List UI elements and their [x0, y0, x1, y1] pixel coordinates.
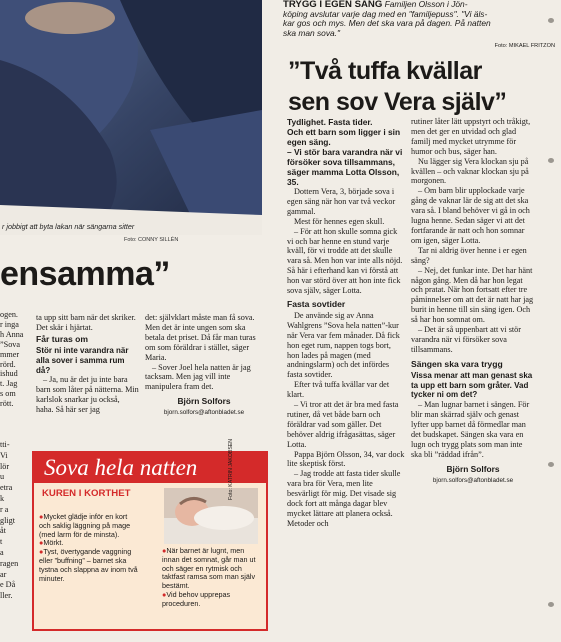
baby-photo: [164, 488, 258, 544]
factbox-item-text: Tyst, övertygande vaggning eller ”buffning” – barnet ska tystna och slappna av inom två minuter.: [39, 547, 138, 583]
far-left-line: ragen: [0, 558, 19, 568]
top-photo-caption: r jobbigt att byta lakan när sängarna sitter: [2, 222, 135, 231]
factbox-title: Sova hela natten: [34, 453, 266, 483]
far-left-line: etra: [0, 483, 13, 493]
factbox-item-text: Mycket glädje inför en kort och saklig läggning på mage (med larm för de minsta).: [39, 512, 131, 539]
col4-paragraph: – Man lugnar barnet i sängen. För blir man skärrad själv och genast lyfter upp barnet då förmedlar man det budskapet. Sängen ska vara en lugn och trygg plats som man inte ska bli ”räddad ifrån”.: [411, 400, 530, 459]
col3-paragraph: Mest för hennes egen skull.: [294, 216, 385, 226]
binder-hole: [548, 158, 554, 163]
col3-lead: [287, 117, 405, 187]
column-3: [287, 117, 405, 529]
factbox-item-text: Mörkt.: [43, 538, 64, 548]
column-1: [36, 313, 139, 415]
far-left-line: gligt: [0, 515, 16, 525]
far-left-line: r inga: [0, 319, 19, 329]
far-left-line: ishud: [0, 369, 18, 379]
binder-hole: [548, 602, 554, 607]
binder-hole: [548, 18, 554, 23]
col3-paragraph: Efter två tuffa kvällar var det klart.: [287, 380, 390, 400]
factbox-item: [162, 547, 262, 591]
factbox-item-text: När barnet är lugnt, men innan det somnat, går man ut och säger en rytmisk och taktfast ramsa som man själv bestämt.: [162, 546, 256, 591]
far-left-line: t: [0, 537, 3, 547]
column-4: [411, 117, 535, 486]
headline-line-1: ”Två tuffa kvällar: [288, 57, 482, 85]
col4-subheading: Sängen ska vara trygg: [411, 358, 503, 369]
factbox-item: [39, 513, 139, 539]
bullet-icon: ●: [162, 589, 167, 599]
col2-byline: Björn Solfors: [177, 396, 231, 407]
factbox-left-list: [39, 513, 139, 583]
col4-paragraph: rutiner låter lätt uppstyrt och tråkigt, men det ger en utvidad och glad familj med mycket utrymme för humor och bus, säger han.: [411, 117, 531, 156]
factbox-photo-credit: Foto: KATRIN JAKOBSEN: [228, 438, 234, 500]
bullet-icon: ●: [39, 512, 44, 521]
binder-hole: [548, 462, 554, 467]
far-left-line: ”Sova: [0, 339, 21, 349]
col3-lead-line: – Vi stör bara varandra när vi försöker sova tillsammans, säger mamma Lotta Olsson, 35.: [287, 147, 403, 187]
col3-subheading: Fasta sovtider: [287, 298, 346, 309]
far-left-column-bottom: [0, 440, 28, 602]
intro-line-1: Familjen Olsson i Jön-: [384, 0, 468, 9]
headline: [288, 56, 558, 118]
col4-email[interactable]: bjorn.solfors@aftonbladet.se: [432, 476, 514, 484]
col3-lead-line: Och ett barn som ligger i sin egen säng.: [287, 127, 401, 147]
col4-paragraph: Tar ni aldrig över henne i er egen säng?: [411, 245, 527, 265]
col4-paragraph: – Det är så uppenbart att vi stör varandra när vi försöker sova tillsammans.: [411, 325, 521, 354]
far-left-line: s om: [0, 389, 16, 399]
intro-line-2: köping avslutar varje dag med en "familjepuss". "Vi äls-: [283, 8, 488, 19]
col3-paragraph: De använde sig av Anna Wahlgrens ”Sova hela natten”-kur när Vera var fem månader. Då fick hon eget rum, nappen togs bort, hon lades på magen (med andningslarm) och det infördes fasta sovtider.: [287, 310, 400, 380]
far-left-line: k: [0, 493, 5, 503]
col1-paragraph: ta upp sitt barn när det skriker. Det skär i hjärtat.: [36, 313, 136, 332]
factbox-right-list: [162, 547, 262, 609]
factbox-item-text: Vid behov upprepas proceduren.: [162, 589, 231, 608]
intro-heading: TRYGG I EGEN SÄNG: [283, 0, 383, 10]
far-left-line: lör: [0, 461, 10, 471]
far-left-line: ar: [0, 569, 7, 579]
far-left-line: åt: [0, 526, 6, 536]
headline-line-2: sen sov Vera själv”: [288, 88, 507, 116]
far-left-line: ller.: [0, 591, 13, 601]
far-left-line: r a: [0, 504, 9, 514]
col3-paragraph: Pappa Björn Olsson, 34, var dock lite skeptisk först.: [287, 449, 405, 469]
far-left-line: rörd.: [0, 359, 16, 369]
bullet-icon: ●: [39, 547, 44, 557]
col1-paragraph: – Ja, nu är det ju inte bara barn som låter på nätterna. Min karlslok snarkar ju också, haha. Så här ser jag: [36, 375, 139, 415]
far-left-line: Vi: [0, 450, 8, 460]
col2-email[interactable]: bjorn.solfors@aftonbladet.se: [163, 409, 245, 417]
factbox-item: [162, 591, 262, 609]
intro-box: [283, 0, 561, 60]
far-left-line: ogen.: [0, 310, 18, 319]
col2-paragraph: det: självklart måste man få sova. Men det är inte ungen som ska betala det priset. Då får man turas om som föräldrar i stället, säger Maria.: [145, 313, 256, 362]
factbox-item: [39, 548, 139, 583]
far-left-line: rött.: [0, 399, 14, 409]
intro-line-3: kar gos och mys. Men det ska vara på dagen. På natten: [283, 18, 491, 29]
far-left-line: e Då: [0, 580, 16, 590]
far-left-line: a: [0, 547, 4, 557]
factbox-subtitle: KUREN I KORTHET: [42, 488, 131, 499]
intro-line-4: ska man sova.": [283, 27, 340, 38]
far-left-line: mmer: [0, 349, 20, 359]
far-left-line: h Anna: [0, 329, 24, 339]
intro-photo-credit: Foto: MIKAEL FRITZON: [494, 43, 555, 49]
col3-paragraph: Dottern Vera, 3, började sova i egen säng när hon var två veckor gammal.: [287, 187, 396, 216]
bullet-icon: ●: [39, 538, 44, 548]
col4-paragraph: – Om barn blir upplockade varje gång de vaknar lär de sig att det ska vara så. I bland behöver vi gå in och lugna henne. Sedan säger vi att det fortfarande är natt och hon somnar om igen, säger Lotta.: [411, 186, 530, 245]
col1-question: Stör ni inte varandra när alla sover i samma rum då?: [36, 345, 129, 375]
col4-paragraph: – Nej, det funkar inte. Det har hänt någon gång. Men då har hon legat och pratat. När hon fortsatt efter tre påminnelser om att det är natt har jag burit in henne till sin säng igen. Och så har hon somnat om.: [411, 265, 534, 325]
col3-paragraph: – Jag trodde att fasta tider skulle vara bra för Vera, men lite besvärligt för mig. Det visade sig dock fort att många dagar blev mycket lättare att planera också. Metoder och: [287, 469, 401, 528]
far-left-line: u: [0, 472, 5, 482]
far-left-column-top: [0, 310, 30, 409]
left-headline-fragment: ensamma”: [0, 255, 170, 293]
bullet-icon: ●: [162, 546, 167, 555]
col1-subheading: Får turas om: [36, 333, 89, 344]
col3-lead-line: Tydlighet. Fasta tider.: [287, 117, 373, 127]
col3-paragraph: – Vi tror att det är bra med fasta rutiner, då vet både barn och föräldrar vad som gäller. Det behöver aldrig ifrågasättas, säger Lotta.: [287, 400, 399, 449]
col4-question: Vissa menar att man genast ska ta upp ett barn som gråter. Vad tycker ni om det?: [411, 370, 533, 400]
far-left-line: t. Jag: [0, 379, 18, 389]
col4-byline: Björn Solfors: [446, 463, 500, 474]
far-left-line: tti-: [0, 440, 10, 449]
col3-paragraph: – För att hon skulle somna gick vi och bar henne en stund varje kväll, för vi trodde att det skulle vara så. Men hon var inte alls nöjd. Så här i efterhand kan vi förstå att hon var störd över att hon inte fick sova själv, säger Lotta.: [287, 226, 403, 296]
col2-paragraph: – Sover Joel hela natten är jag tacksam. Men jag vill inte manipulera fram det.: [145, 362, 251, 392]
top-photo-credit: Foto: CONNY SILLÉN: [124, 237, 179, 243]
col4-paragraph: Nu lägger sig Vera klockan sju på kvällen – och vaknar klockan sju på morgonen.: [411, 156, 529, 186]
column-2: [145, 313, 263, 418]
top-photo: [0, 0, 262, 235]
